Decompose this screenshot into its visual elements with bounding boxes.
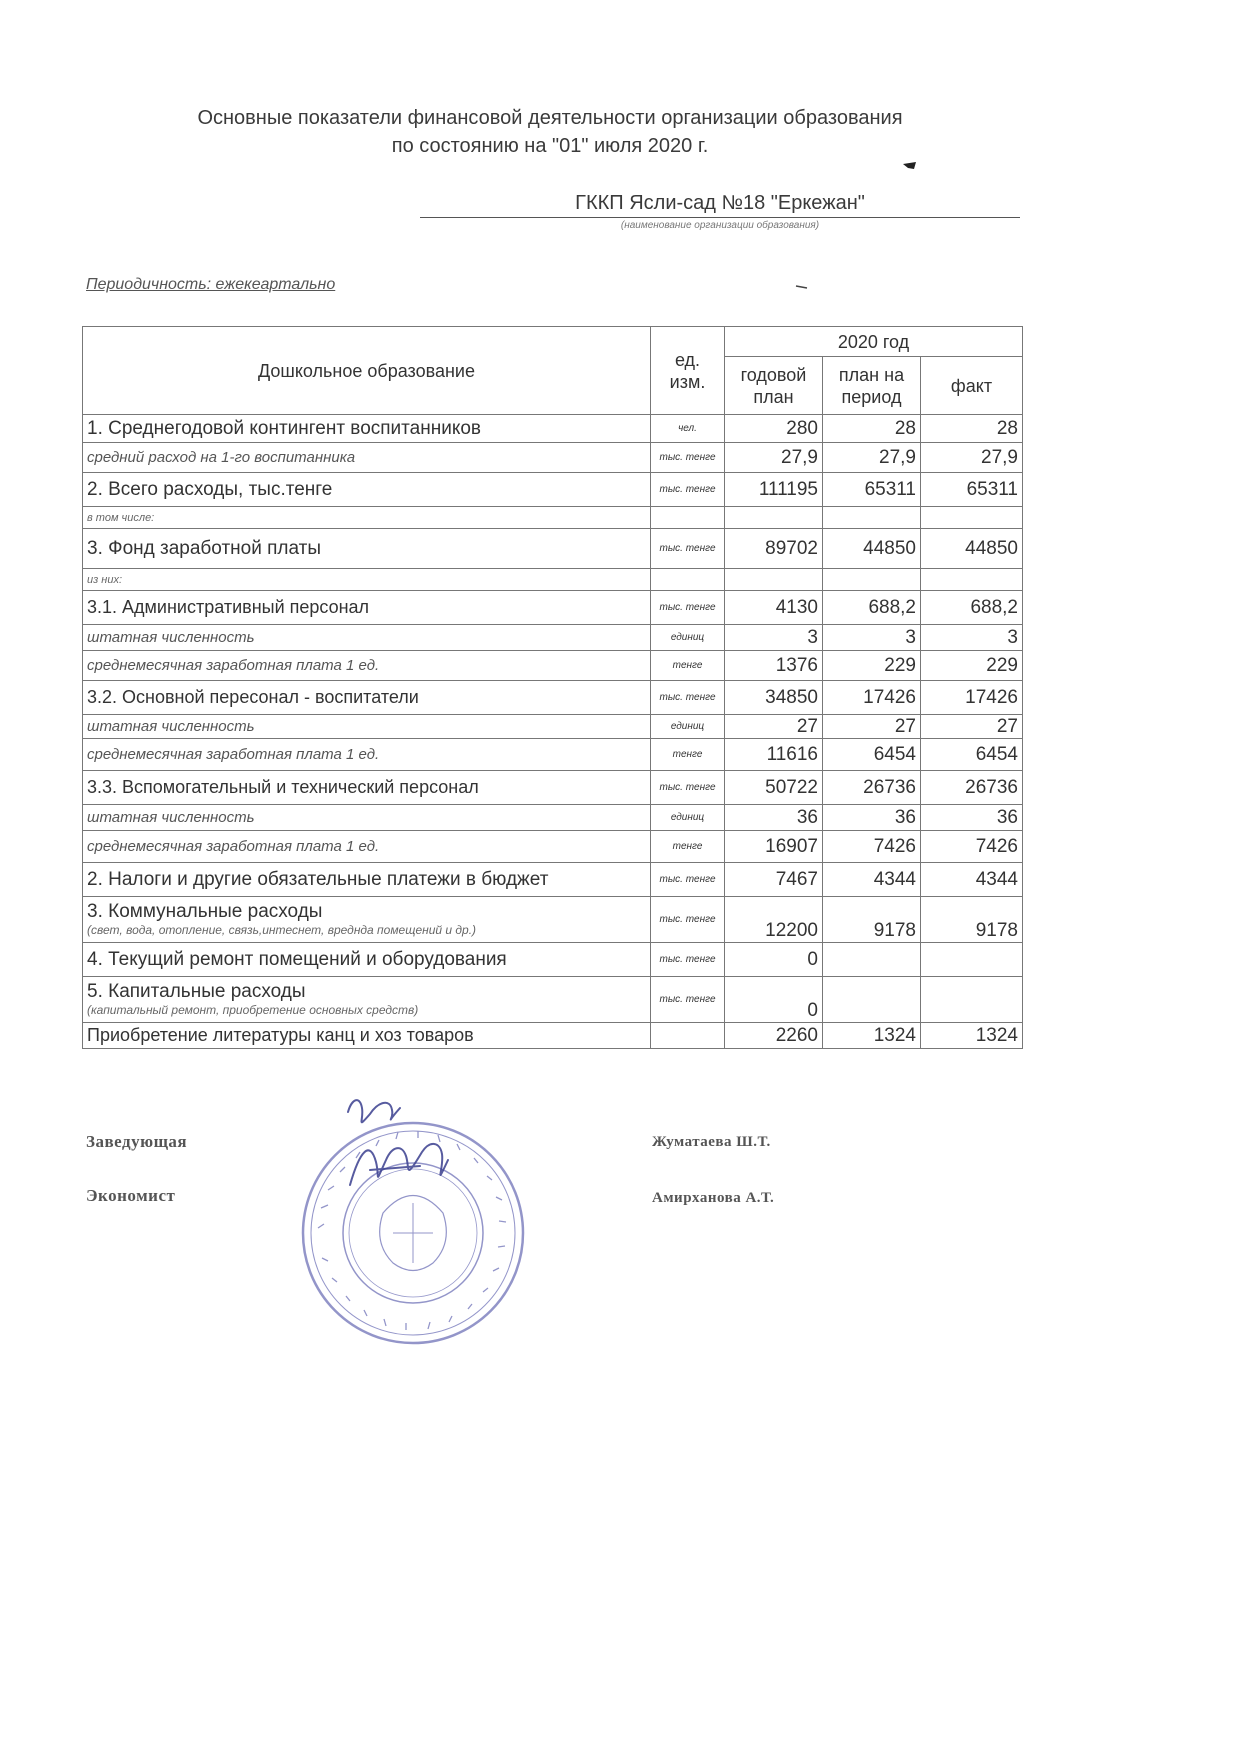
table-row — [83, 569, 1023, 591]
financial-table — [82, 326, 1023, 1049]
table-row — [83, 715, 1023, 739]
row-fact: 28 — [921, 415, 1023, 443]
row-name: среднемесячная заработная плата 1 ед. — [83, 739, 651, 771]
row-unit — [651, 569, 725, 591]
row-annual: 16907 — [725, 831, 823, 863]
row-annual: 4130 — [725, 591, 823, 625]
row-annual: 7467 — [725, 863, 823, 897]
row-period — [823, 943, 921, 977]
row-unit: тыс. тенге — [651, 443, 725, 473]
row-period: 44850 — [823, 529, 921, 569]
signature-name-head: Жуматаева Ш.Т. — [652, 1134, 771, 1150]
scan-speck — [795, 284, 809, 290]
row-unit: тыс. тенге — [651, 897, 725, 943]
row-fact: 1324 — [921, 1023, 1023, 1049]
row-period: 36 — [823, 805, 921, 831]
row-fact: 17426 — [921, 681, 1023, 715]
table-row — [83, 1023, 1023, 1049]
row-annual: 0 — [725, 943, 823, 977]
row-name: 3. Фонд заработной платы — [83, 529, 651, 569]
row-annual — [725, 507, 823, 529]
row-fact: 688,2 — [921, 591, 1023, 625]
row-period: 7426 — [823, 831, 921, 863]
table-row — [83, 831, 1023, 863]
row-name: штатная численность — [83, 805, 651, 831]
row-name: 3. Коммунальные расходы (свет, вода, отопление, связь,интеснет, вреднда помещений и др.) — [83, 897, 651, 943]
row-annual: 36 — [725, 805, 823, 831]
header-year: 2020 год — [725, 327, 1023, 357]
row-period: 1324 — [823, 1023, 921, 1049]
table-row — [83, 863, 1023, 897]
row-unit: единиц — [651, 625, 725, 651]
header-period-plan: план на период — [823, 357, 921, 415]
header-fact: факт — [921, 357, 1023, 415]
table-row — [83, 625, 1023, 651]
row-period: 27,9 — [823, 443, 921, 473]
row-period — [823, 569, 921, 591]
row-fact — [921, 507, 1023, 529]
table-row — [83, 415, 1023, 443]
row-name: средний расход на 1-го воспитанника — [83, 443, 651, 473]
row-annual: 1376 — [725, 651, 823, 681]
row-unit: единиц — [651, 715, 725, 739]
scan-speck — [902, 160, 918, 172]
row-period: 17426 — [823, 681, 921, 715]
row-unit: тенге — [651, 651, 725, 681]
header-annual-plan: годовой план — [725, 357, 823, 415]
row-period: 65311 — [823, 473, 921, 507]
row-fact — [921, 943, 1023, 977]
row-unit: тыс. тенге — [651, 529, 725, 569]
signature-role-economist: Экономист — [86, 1186, 176, 1205]
row-name: Приобретение литературы канц и хоз товаров — [83, 1023, 651, 1049]
table-row — [83, 651, 1023, 681]
row-fact: 44850 — [921, 529, 1023, 569]
header-unit: ед. изм. — [651, 327, 725, 415]
row-unit: тыс. тенге — [651, 771, 725, 805]
row-unit — [651, 1023, 725, 1049]
table-row — [83, 507, 1023, 529]
row-fact: 36 — [921, 805, 1023, 831]
row-annual — [725, 569, 823, 591]
row-name: 3.1. Административный персонал — [83, 591, 651, 625]
row-fact: 26736 — [921, 771, 1023, 805]
row-name: штатная численность — [83, 715, 651, 739]
row-note: (капитальный ремонт, приобретение основных средств) — [87, 1003, 419, 1017]
document-title — [0, 104, 1100, 160]
row-unit: чел. — [651, 415, 725, 443]
row-period: 229 — [823, 651, 921, 681]
row-annual: 111195 — [725, 473, 823, 507]
organization-block — [420, 192, 1020, 231]
row-period: 688,2 — [823, 591, 921, 625]
row-annual: 2260 — [725, 1023, 823, 1049]
periodicity-label: Периодичность: ежекеартально — [86, 276, 336, 293]
row-name: 3.2. Основной пересонал - воспитатели — [83, 681, 651, 715]
row-annual: 50722 — [725, 771, 823, 805]
row-fact: 7426 — [921, 831, 1023, 863]
row-unit — [651, 507, 725, 529]
row-unit: тыс. тенге — [651, 591, 725, 625]
table-row — [83, 681, 1023, 715]
row-annual: 12200 — [725, 897, 823, 943]
row-unit: тыс. тенге — [651, 473, 725, 507]
row-unit: тенге — [651, 831, 725, 863]
row-period: 4344 — [823, 863, 921, 897]
table-row — [83, 977, 1023, 1023]
row-fact: 3 — [921, 625, 1023, 651]
row-name: 1. Среднегодовой контингент воспитанников — [83, 415, 651, 443]
row-fact: 65311 — [921, 473, 1023, 507]
row-period: 26736 — [823, 771, 921, 805]
signature-name-economist: Амирханова А.Т. — [652, 1190, 775, 1206]
row-name: среднемесячная заработная плата 1 ед. — [83, 831, 651, 863]
title-line-2: по состоянию на "01" июля 2020 г. — [391, 135, 709, 157]
table-row — [83, 771, 1023, 805]
row-unit: единиц — [651, 805, 725, 831]
row-note: (свет, вода, отопление, связь,интеснет, вреднда помещений и др.) — [87, 923, 477, 937]
table-row — [83, 473, 1023, 507]
row-period: 27 — [823, 715, 921, 739]
table-row — [83, 943, 1023, 977]
row-fact: 27 — [921, 715, 1023, 739]
row-period: 3 — [823, 625, 921, 651]
row-annual: 11616 — [725, 739, 823, 771]
row-name: 3.3. Вспомогательный и технический персонал — [83, 771, 651, 805]
header-section: Дошкольное образование — [83, 327, 651, 415]
table-row — [83, 897, 1023, 943]
row-name: штатная численность — [83, 625, 651, 651]
signature-role-head: Заведующая — [86, 1132, 188, 1151]
row-unit: тыс. тенге — [651, 681, 725, 715]
handwritten-signature-icon — [330, 1090, 470, 1200]
table-row — [83, 591, 1023, 625]
row-period — [823, 507, 921, 529]
row-unit: тыс. тенге — [651, 863, 725, 897]
row-period: 9178 — [823, 897, 921, 943]
row-annual: 280 — [725, 415, 823, 443]
row-name: 5. Капитальные расходы (капитальный ремонт, приобретение основных средств) — [83, 977, 651, 1023]
table-row — [83, 805, 1023, 831]
row-annual: 0 — [725, 977, 823, 1023]
row-fact: 6454 — [921, 739, 1023, 771]
organization-caption: (наименование организации образования) — [620, 220, 820, 231]
table-row — [83, 443, 1023, 473]
row-fact — [921, 977, 1023, 1023]
row-name: 4. Текущий ремонт помещений и оборудования — [83, 943, 651, 977]
row-period — [823, 977, 921, 1023]
row-name: 2. Налоги и другие обязательные платежи в бюджет — [83, 863, 651, 897]
table-row — [83, 529, 1023, 569]
table-row — [83, 739, 1023, 771]
row-period: 28 — [823, 415, 921, 443]
row-annual: 27 — [725, 715, 823, 739]
row-annual: 34850 — [725, 681, 823, 715]
row-name: среднемесячная заработная плата 1 ед. — [83, 651, 651, 681]
title-line-1: Основные показатели финансовой деятельности организации образования — [197, 107, 903, 129]
row-fact: 4344 — [921, 863, 1023, 897]
row-fact: 9178 — [921, 897, 1023, 943]
row-name: 2. Всего расходы, тыс.тенге — [83, 473, 651, 507]
row-fact: 229 — [921, 651, 1023, 681]
table-header-row — [83, 327, 1023, 357]
row-period: 6454 — [823, 739, 921, 771]
row-fact: 27,9 — [921, 443, 1023, 473]
row-fact — [921, 569, 1023, 591]
row-name: в том числе: — [83, 507, 651, 529]
organization-name: ГККП Ясли-сад №18 "Еркежан" — [420, 192, 1020, 218]
row-annual: 27,9 — [725, 443, 823, 473]
row-unit: тыс. тенге — [651, 943, 725, 977]
row-unit: тыс. тенге — [651, 977, 725, 1023]
row-annual: 89702 — [725, 529, 823, 569]
row-unit: тенге — [651, 739, 725, 771]
row-annual: 3 — [725, 625, 823, 651]
row-name: из них: — [83, 569, 651, 591]
